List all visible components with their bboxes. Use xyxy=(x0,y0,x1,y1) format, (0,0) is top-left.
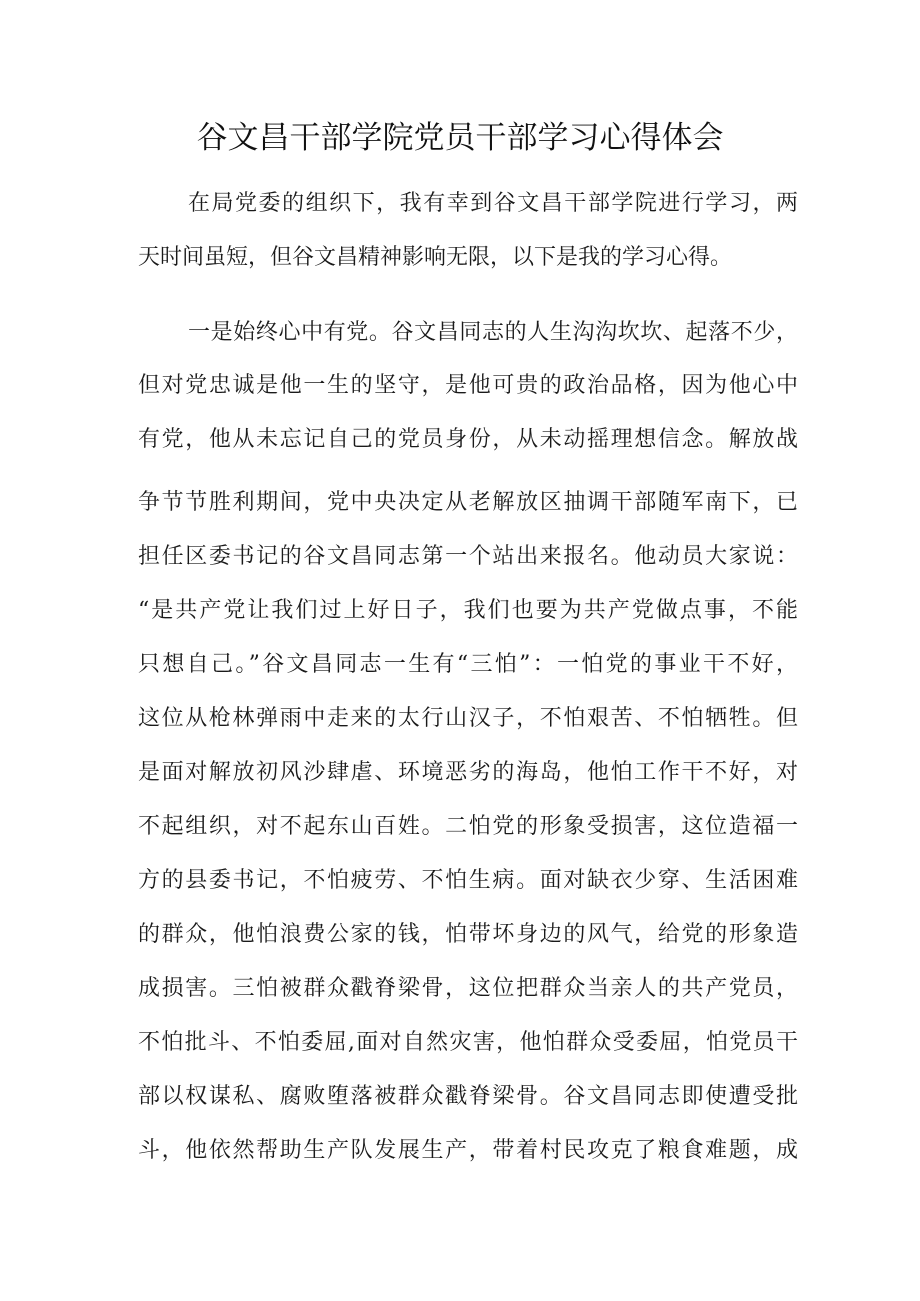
paragraph-1-line-2: 天时间虽短，但谷文昌精神影响无限，以下是我的学习心得。 xyxy=(138,245,733,270)
paragraph-2-line-5: 担任区委书记的谷文昌同志第一个站出来报名。他动员大家说： xyxy=(138,544,798,569)
paragraph-2-line-11: 方的县委书记，不怕疲劳、不怕生病。面对缺衣少穿、生活困难 xyxy=(138,868,798,893)
paragraph-2-line-6: “是共产党让我们过上好日子，我们也要为共产党做点事，不能 xyxy=(138,598,798,623)
paragraph-2-line-10: 不起组织，对不起东山百姓。二怕党的形象受损害，这位造福一 xyxy=(138,814,798,839)
paragraph-2-line-1: 一是始终心中有党。谷文昌同志的人生沟沟坎坎、起落不少， xyxy=(188,320,798,345)
paragraph-2-line-15: 部以权谋私、腐败堕落被群众戳脊梁骨。谷文昌同志即使遭受批 xyxy=(138,1084,798,1109)
paragraph-2-line-14: 不怕批斗、不怕委屈,面对自然灾害，他怕群众受委屈，怕党员干 xyxy=(138,1030,798,1055)
paragraph-2-line-3: 有党，他从未忘记自己的党员身份，从未动摇理想信念。解放战 xyxy=(138,427,798,452)
paragraph-2-line-9: 是面对解放初风沙肆虐、环境恶劣的海岛，他怕工作干不好，对 xyxy=(138,760,798,785)
paragraph-2-line-8: 这位从枪林弹雨中走来的太行山汉子，不怕艰苦、不怕牺牲。但 xyxy=(138,706,798,731)
paragraph-2-line-12: 的群众，他怕浪费公家的钱，怕带坏身边的风气，给党的形象造 xyxy=(138,922,798,947)
paragraph-2-line-2: 但对党忠诚是他一生的坚守，是他可贵的政治品格，因为他心中 xyxy=(138,373,798,398)
paragraph-2-line-13: 成损害。三怕被群众戳脊梁骨，这位把群众当亲人的共产党员， xyxy=(138,976,798,1001)
paragraph-2-line-4: 争节节胜利期间，党中央决定从老解放区抽调干部随军南下，已 xyxy=(138,490,798,515)
paragraph-2-line-16: 斗，他依然帮助生产队发展生产，带着村民攻克了粮食难题，成 xyxy=(138,1138,798,1163)
document-title: 谷文昌干部学院党员干部学习心得体会 xyxy=(196,120,724,156)
paragraph-1-line-1: 在局党委的组织下，我有幸到谷文昌干部学院进行学习，两 xyxy=(188,191,798,216)
paragraph-2-line-7: 只想自己。”谷文昌同志一生有“三怕”：一怕党的事业干不好， xyxy=(138,652,798,677)
